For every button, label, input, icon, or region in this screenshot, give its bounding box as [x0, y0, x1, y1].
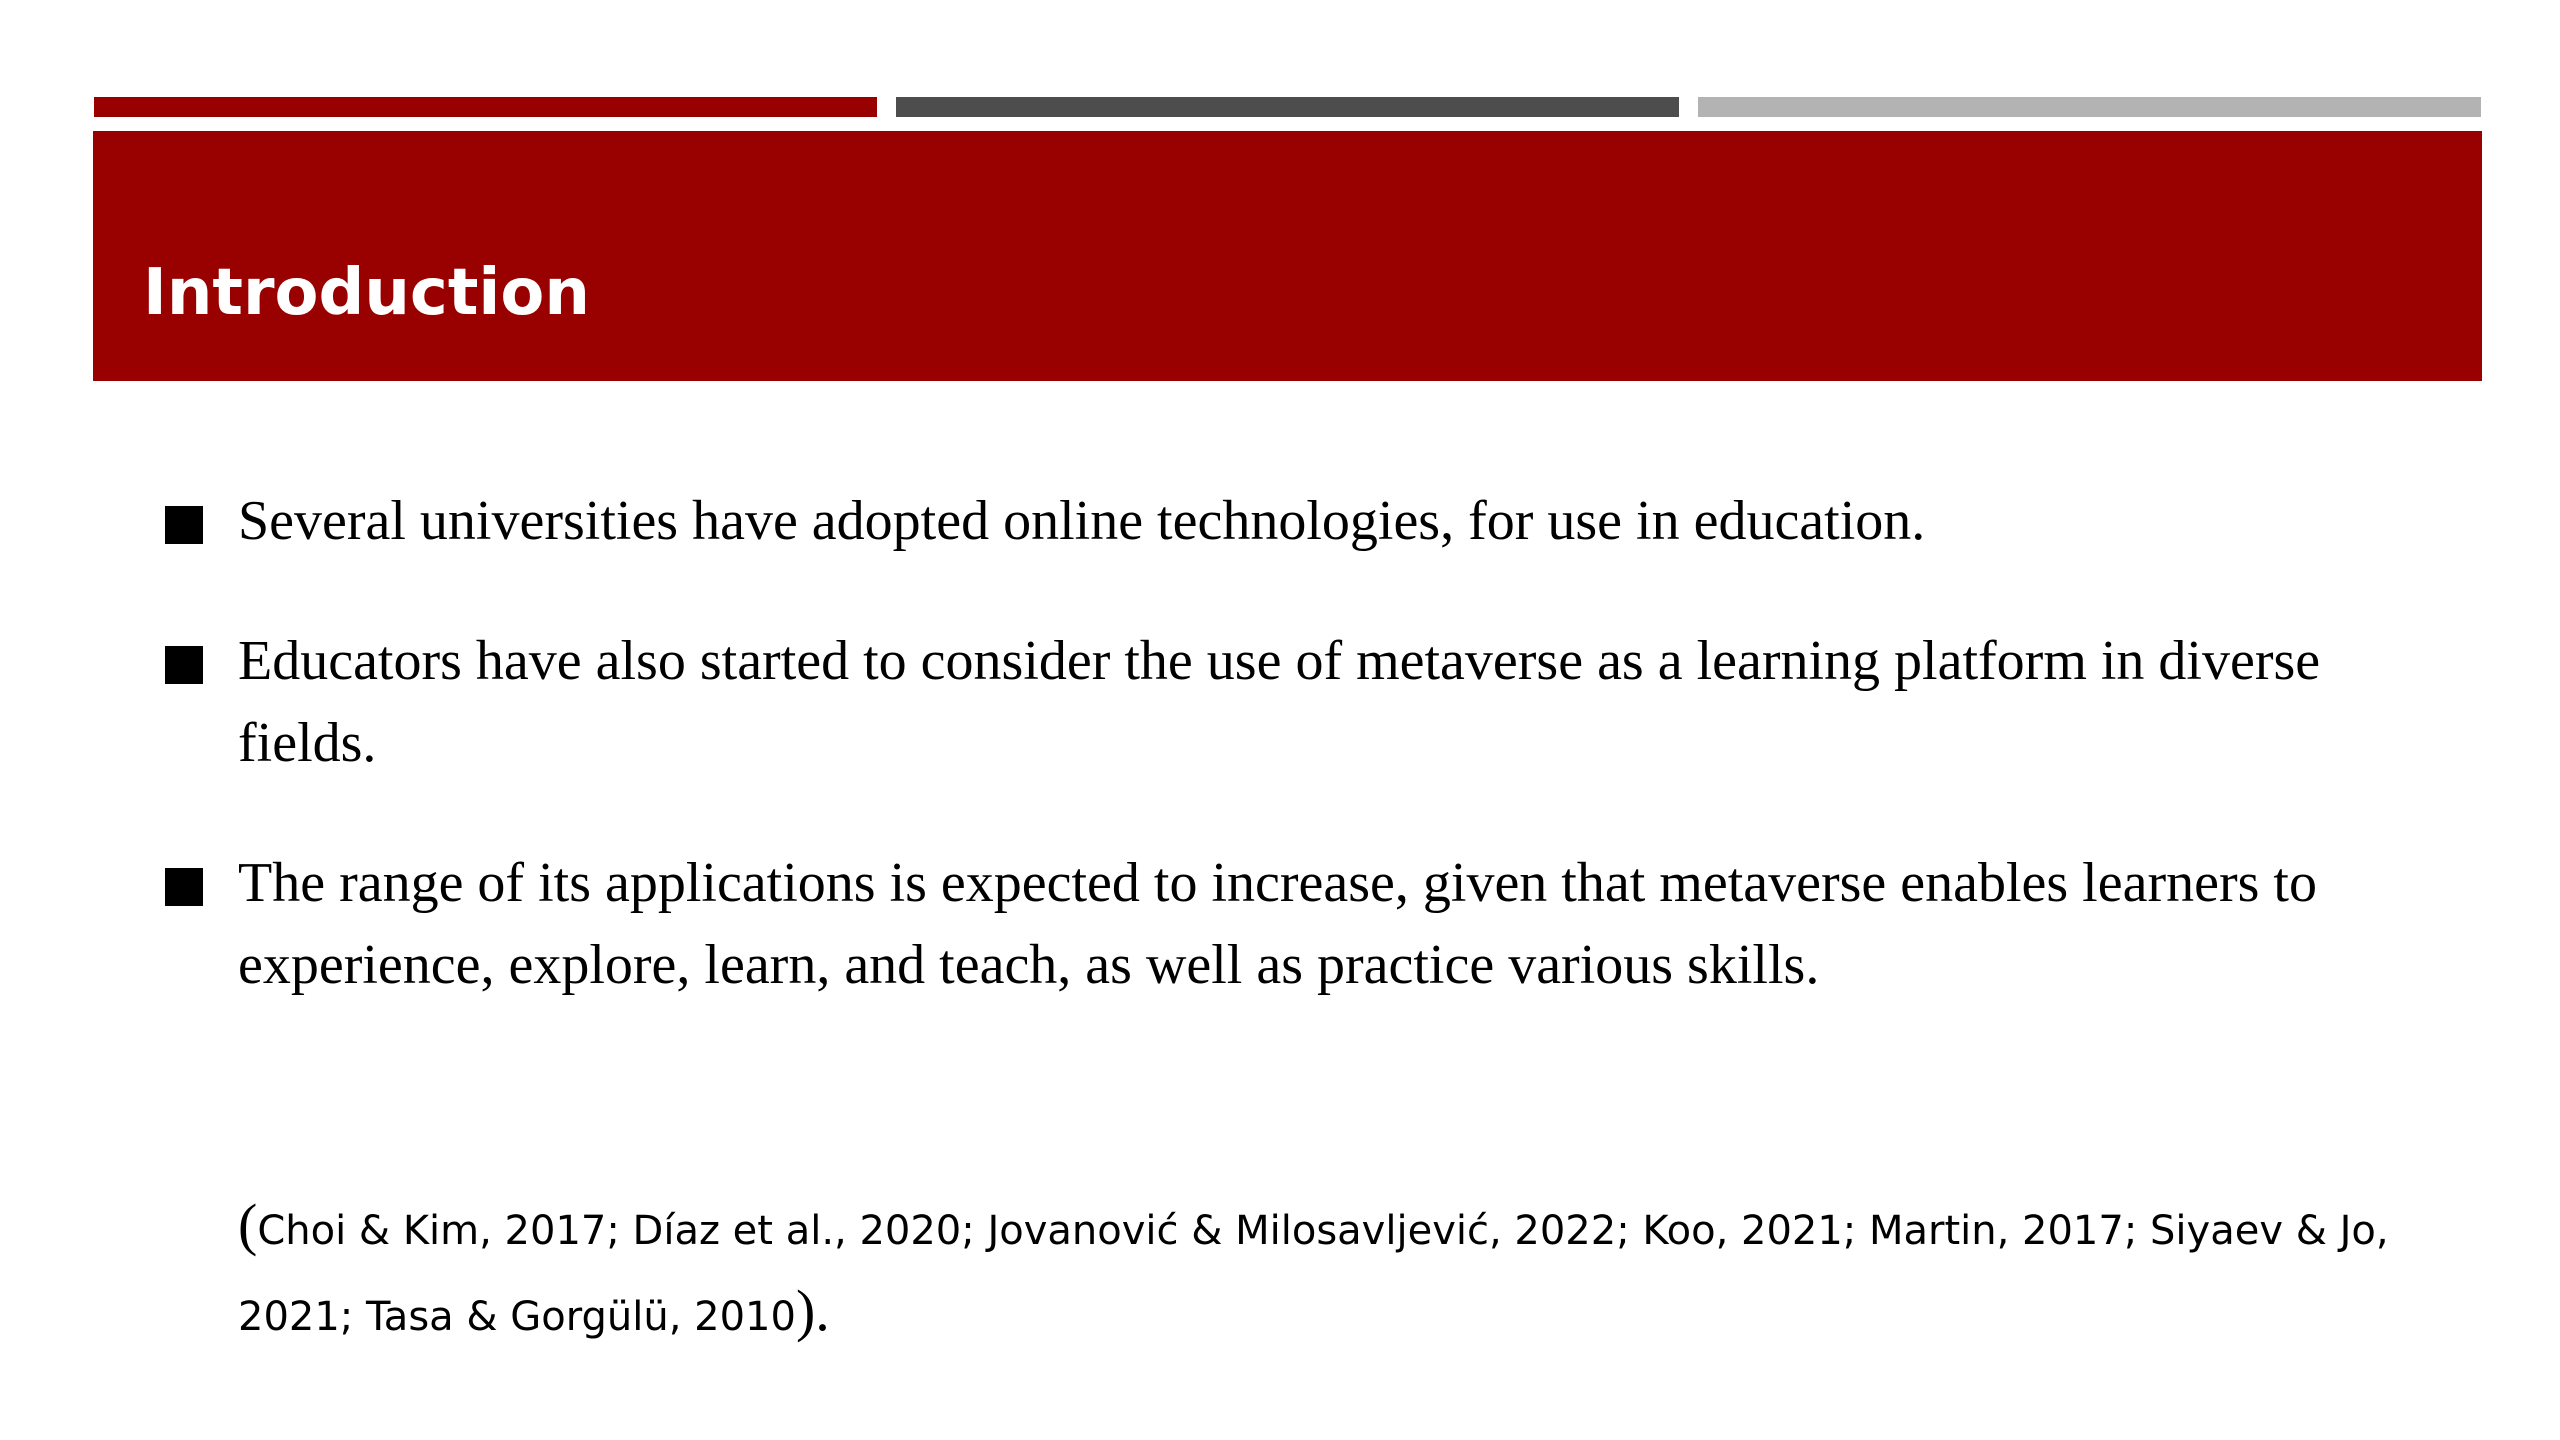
decorative-bar-red	[94, 97, 877, 117]
decorative-bar-dark-gray	[896, 97, 1679, 117]
title-banner	[93, 131, 2482, 381]
citation-close-paren: ).	[795, 1278, 830, 1343]
bullet-text: Several universities have adopted online technologies, for use in education.	[238, 490, 1926, 552]
bullet-item	[165, 620, 2455, 784]
decorative-bar-light-gray	[1698, 97, 2481, 117]
bullet-item	[165, 480, 2455, 562]
bullet-item	[165, 842, 2455, 1006]
citation-open-paren: (	[238, 1192, 258, 1257]
slide-title: Introduction	[143, 256, 590, 330]
bullet-list	[165, 480, 2455, 1064]
square-bullet-icon	[165, 646, 203, 684]
square-bullet-icon	[165, 868, 203, 906]
square-bullet-icon	[165, 506, 203, 544]
bullet-text: The range of its applications is expected to increase, given that metaverse enables learners to experience, explore, learn, and teach, as well as practice various skills.	[238, 852, 2317, 996]
citation-text: Choi & Kim, 2017; Díaz et al., 2020; Jovanović & Milosavljević, 2022; Koo, 2021; Martin, 2017; Siyaev & Jo, 2021; Tasa & Gorgülü, 2010	[238, 1208, 2389, 1340]
citation	[238, 1185, 2478, 1357]
bullet-text: Educators have also started to consider the use of metaverse as a learning platform in diverse fields.	[238, 630, 2321, 774]
